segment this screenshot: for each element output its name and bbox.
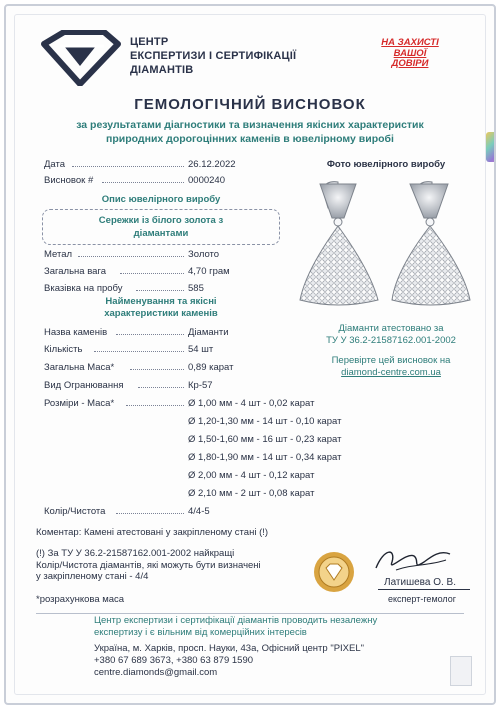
contact-email[interactable]: centre.diamonds@gmail.com — [94, 667, 218, 678]
hologram-sticker — [486, 132, 496, 162]
stones-heading: Найменування та якісні характеристики каменів — [104, 296, 218, 319]
seal-icon — [312, 550, 356, 594]
size-line: Ø 1,20-1,30 мм - 14 шт - 0,10 карат — [188, 416, 342, 427]
attestation-note: Діаманти атестовано за ТУ У 36.2-21587162.001-2002 — [326, 323, 456, 346]
verify-note: Перевірте цей висновок на diamond-centre.com.ua — [306, 355, 476, 379]
earrings-photo — [298, 178, 482, 316]
date-label: Дата — [44, 159, 66, 170]
footer-contacts: Україна, м. Харків, просп. Науки, 43а, Офісний центр "PIXEL" +380 67 689 3673, +380 63 879 1590 centre.diamonds@gmail.com — [94, 643, 365, 678]
verify-link[interactable]: diamond-centre.com.ua — [341, 367, 441, 378]
size-line: Ø 2,00 мм - 4 шт - 0,12 карат — [188, 470, 315, 481]
size-line: Ø 1,50-1,60 мм - 16 шт - 0,23 карат — [188, 434, 342, 445]
quality-note: (!) За ТУ У 36.2-21587162.001-2002 найкращі Колір/Чистота діамантів, які можуть бути визначені у закріпленому стані - 4/4 — [36, 548, 261, 582]
color-label: Колір/Чистота — [44, 506, 106, 517]
size-line: Ø 1,80-1,90 мм - 14 шт - 0,34 карат — [188, 452, 342, 463]
date-value: 26.12.2022 — [188, 159, 236, 170]
document-subtitle: за результатами діагностики та визначення якісних характеристик природних дорогоцінних каменів в ювелірному виробі — [76, 119, 424, 145]
diamond-logo-icon — [40, 30, 122, 86]
comment: Коментар: Камені атестовані у закріпленому стані (!) — [36, 527, 269, 538]
photo-title: Фото ювелірного виробу — [326, 159, 446, 170]
number-label: Висновок # — [44, 175, 94, 186]
document-title: ГЕМОЛОГІЧНИЙ ВИСНОВОК — [134, 96, 366, 113]
security-sticker — [450, 656, 472, 686]
expert-name: Латишева О. В. — [378, 577, 470, 590]
size-line: Ø 1,00 мм - 4 шт - 0,02 карат — [188, 398, 315, 409]
sizes-label: Розміри - Маса* — [44, 398, 115, 409]
color-value: 4/4-5 — [188, 506, 210, 517]
item-heading: Опис ювелірного виробу — [101, 194, 221, 205]
organization-name: ЦЕНТР ЕКСПЕРТИЗИ І СЕРТИФІКАЦІЇ ДІАМАНТІВ — [130, 36, 297, 76]
footer-text: Центр експертизи і сертифікації діамантів проводить незалежну експертизу і є вільним від комерційних інтересів — [94, 615, 378, 638]
number-value: 0000240 — [188, 175, 225, 186]
signature-icon — [366, 542, 456, 578]
size-line: Ø 2,10 мм - 2 шт - 0,08 карат — [188, 488, 315, 499]
slogan: НА ЗАХИСТІ ВАШОЇ ДОВІРИ — [381, 37, 439, 69]
certificate: ЦЕНТР ЕКСПЕРТИЗИ І СЕРТИФІКАЦІЇ ДІАМАНТІВ НА ЗАХИСТІ ВАШОЇ ДОВІРИ ГЕМОЛОГІЧНИЙ ВИСНОВОК за результатами діагностики та визначення якісних характеристик природних дорогоцінних каменів в ювелірному виробі Дата 26.12.2022 Висновок # 0000240 Опис ювелірного виробу Сережки із білого золота з діамантами Метал Золото Загальна вага 4,70 грам Вказівка на пробу 585 Найменування та якісні характеристики каменів Назва каменів Діаманти Кількість 54 шт Загальна Маса* 0,89 карат Вид Огранювання Кр-57 Розміри - Маса* Ø 1,00 мм - 4 шт - 0,02 карат Ø 1,20-1,30 мм - 14 шт - 0,10 карат Ø 1,50-1,60 мм - 16 шт - 0,23 карат Ø 1,80-1,90 мм - 14 шт - 0,34 карат Ø 2,00 мм - 4 шт - 0,12 карат Ø 2,10 мм - 2 шт - 0,08 карат Колір/Чистота 4/4-5 Фото ювелірного виробу Діаманти атестовано за ТУ У 36.2-21587162.001-2002 Перевірте цей висновок на diamond-centre.com.ua Коментар: Камені атестовані у закріпленому стані (!) (!) За ТУ У 36.2-21587162.001-2002 найкращі Колір/Чистота діамантів, які можуть бути визначені у закріпленому стані - 4/4 *розрахункова маса Латишева О. В. експерт-гемолог Центр експертизи і сертифікації діамантів проводить незалежну експертизу і є вільним від комерційних інтересів Україна, м. Харків, просп. Науки, 43а, Офісний центр "PIXEL" +380 67 689 3673, +380 63 879 1590 centre.diamonds@gmail.com — [4, 4, 496, 705]
expert-role: експерт-гемолог — [388, 594, 457, 604]
footer-divider — [36, 613, 464, 614]
calculation-note: *розрахункова маса — [36, 594, 125, 605]
item-description: Сережки із білого золота з діамантами — [42, 209, 280, 245]
